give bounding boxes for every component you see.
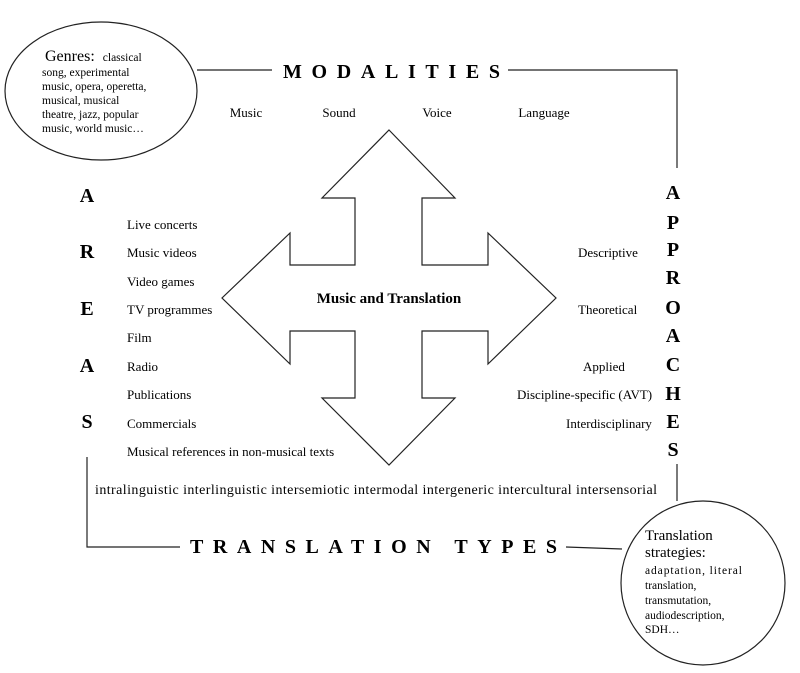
translation-types-list: intralinguistic interlinguistic intersemiotic intermodal intergeneric intercultural intersensorial <box>95 483 658 498</box>
genres-line: music, opera, operetta, <box>42 81 147 93</box>
areas-title-letter: A <box>79 355 95 377</box>
approach-item: Descriptive <box>578 245 638 260</box>
approach-item: Interdisciplinary <box>566 416 652 431</box>
modalities-title: MODALITIES <box>283 61 500 83</box>
approaches-title-letter: R <box>665 267 681 289</box>
areas-title-letter: S <box>81 411 93 433</box>
strategies-line: translation, <box>645 580 697 592</box>
modality-item: Language <box>518 105 570 120</box>
genres-line: music, world music… <box>42 123 144 135</box>
areas-title-letter: E <box>80 298 94 320</box>
genres-line: musical, musical <box>42 95 120 107</box>
areas-title-letter: A <box>79 185 95 207</box>
areas-title-letter: R <box>79 241 95 263</box>
approaches-title-letter: A <box>665 182 681 204</box>
translation-types-title: TRANSLATION TYPES <box>190 536 557 558</box>
approaches-title-letter: P <box>666 239 680 261</box>
center-label: Music and Translation <box>316 291 462 307</box>
area-item: Film <box>127 330 152 345</box>
approaches-title-letter: S <box>667 439 679 461</box>
approaches-title-letter: E <box>666 411 680 433</box>
connector-areas-to-translation-types <box>87 457 180 547</box>
area-item: Music videos <box>127 245 197 260</box>
genres-line: classical <box>102 52 142 64</box>
strategies-line: adaptation, literal <box>645 565 742 577</box>
area-item: TV programmes <box>127 302 213 317</box>
area-item: Publications <box>127 387 192 402</box>
connector-translation-types-to-strategies <box>566 547 622 549</box>
modality-item: Music <box>229 105 263 120</box>
approaches-title-letter: A <box>665 325 681 347</box>
approaches-title-letter: O <box>665 297 681 319</box>
area-item: Musical references in non-musical texts <box>127 444 335 459</box>
strategies-heading: Translation <box>645 528 713 544</box>
modality-item: Sound <box>322 105 356 120</box>
modality-item: Voice <box>422 105 452 120</box>
genres-line: song, experimental <box>42 67 130 79</box>
strategies-line: SDH… <box>645 624 680 636</box>
approaches-title-letter: C <box>665 354 681 376</box>
approach-item: Theoretical <box>578 302 638 317</box>
area-item: Commercials <box>127 416 197 431</box>
approaches-title-letter: H <box>665 383 681 405</box>
genres-line: theatre, jazz, popular <box>42 109 139 121</box>
area-item: Live concerts <box>127 217 198 232</box>
approaches-title-letter: P <box>666 212 680 234</box>
strategies-line: transmutation, <box>645 595 712 607</box>
strategies-heading: strategies: <box>645 545 706 561</box>
strategies-line: audiodescription, <box>645 610 725 622</box>
approach-item: Discipline-specific (AVT) <box>517 387 653 402</box>
approach-item: Applied <box>583 359 625 374</box>
area-item: Video games <box>127 274 195 289</box>
genres-heading: Genres: <box>45 48 95 65</box>
area-item: Radio <box>127 359 159 374</box>
